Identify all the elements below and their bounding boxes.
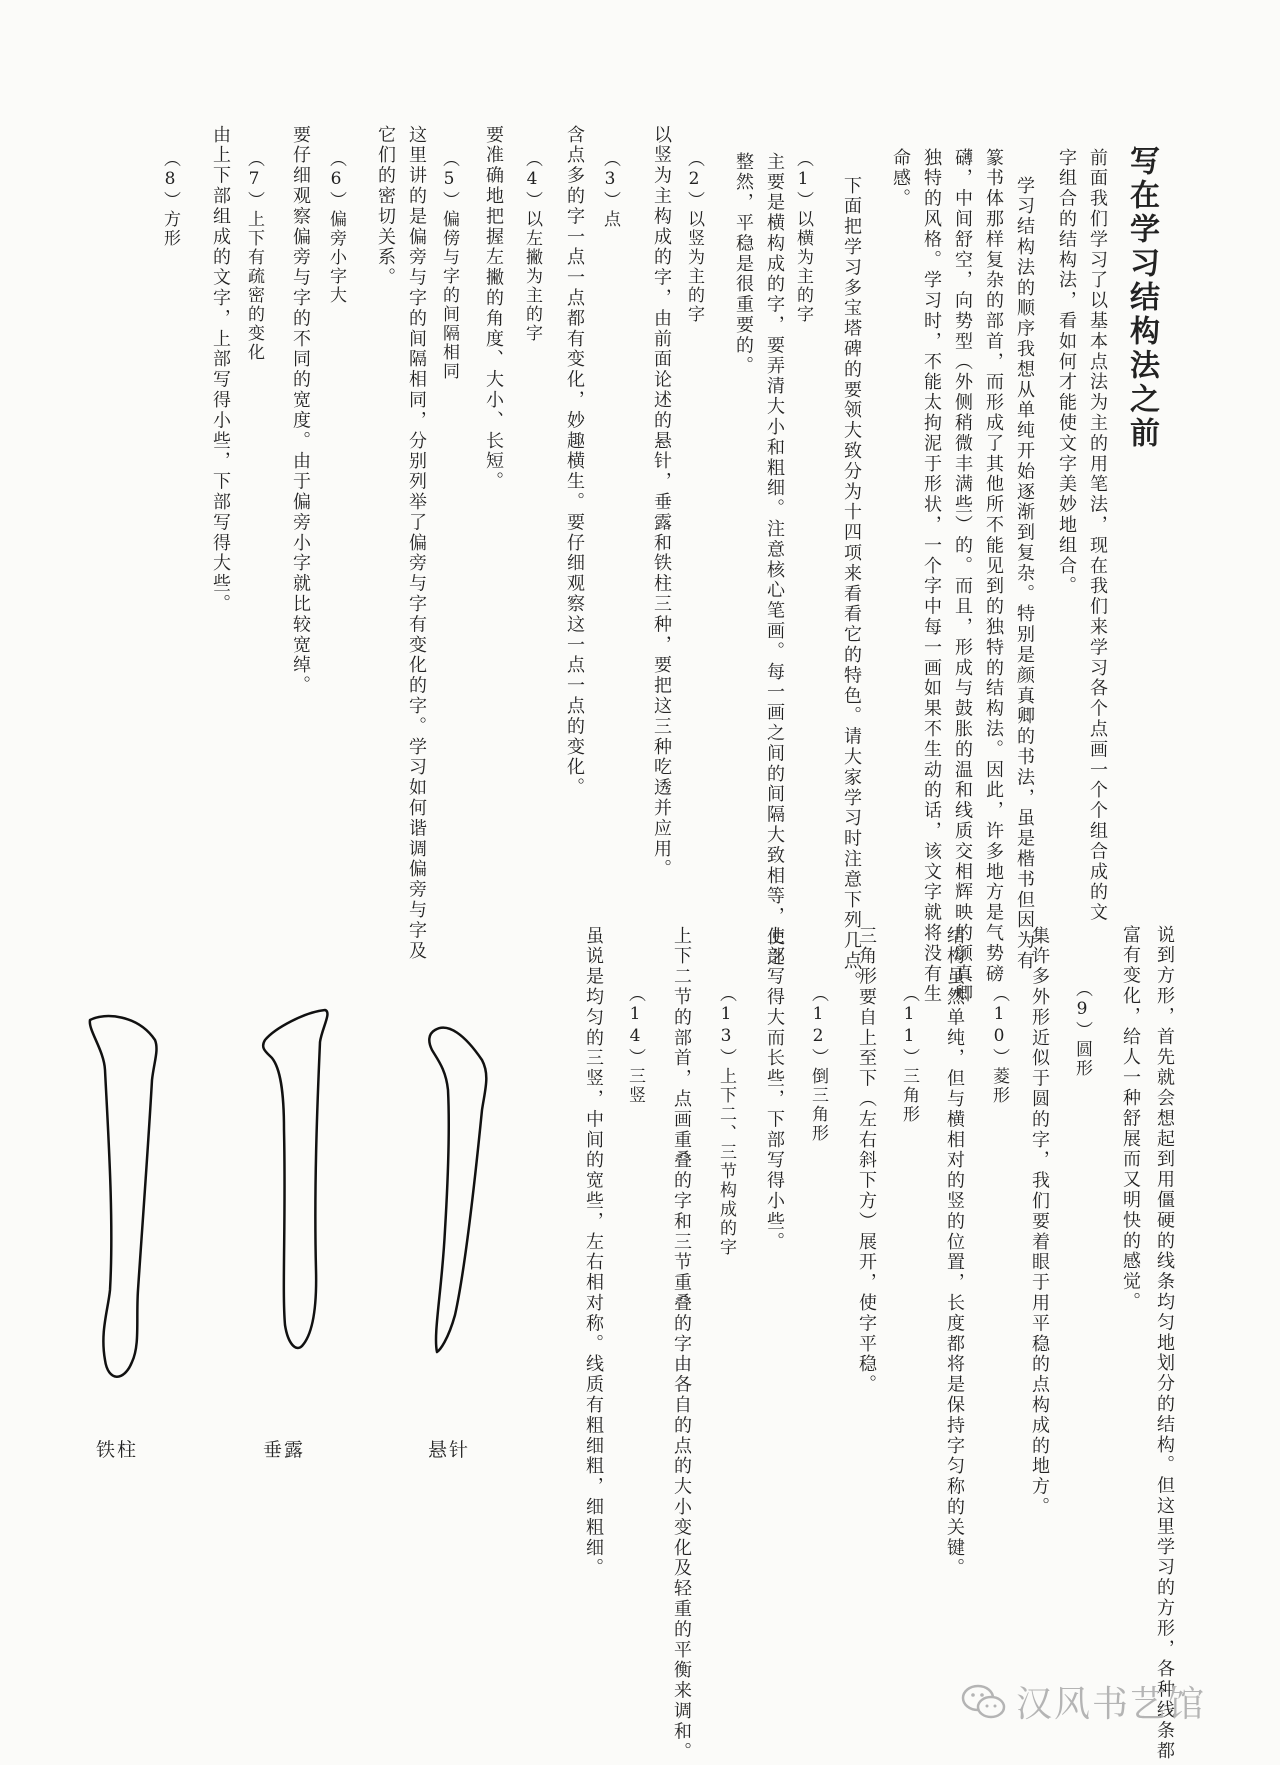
item-text: 要准确地把握左撇的角度、大小、长短。 [483,125,504,493]
item-text: 这里讲的是偏旁与字的间隔相同，分别列举了偏旁与字有变化的字。学习如何谐调偏旁与字及 [406,125,427,962]
page-title: 写在学习结构法之前 [1124,145,1159,451]
stroke-label: 垂露 [263,1439,306,1461]
item-heading: （3）点 [600,150,620,229]
tiezhu-stroke [90,1016,157,1377]
intro-line: 前面我们学习了以基本点法为主的用笔法，现在我们来学习各个点画一个个组合成的文 [1087,148,1108,924]
item-heading: （10）菱形 [989,985,1009,1105]
item-heading: （8）方形 [160,150,180,248]
item-text: 说到方形，首先就会想起到用僵硬的线条均匀地划分的结构。但这里学习的方形，各种线条都 [1154,925,1175,1762]
intro-line: 篆书体那样复杂的部首，而形成了其他所不能见到的独特的结构法。因此，许多地方是气势磅 [983,148,1004,985]
item-heading: （1）以横为主的字 [793,150,813,324]
item-heading: （11）三角形 [899,985,919,1124]
watermark [960,1676,1206,1727]
item-heading: （12）倒三角形 [808,985,828,1143]
item-heading: （6）偏旁小字大 [326,150,346,305]
item-text: 要仔细观察偏旁与字的不同的宽度。由于偏旁小字就比较宽绰。 [290,125,311,697]
item-heading: （5）偏傍与字的间隔相同 [439,150,459,381]
watermark-text: 汉风书艺馆 [1016,1684,1207,1725]
item-heading: （4）以左撇为主的字 [522,150,542,343]
item-text: 主要是横构成的字，要弄清大小和粗细。注意核心笔画。每一画之间的间隔大致相等，使之 [764,152,785,968]
item-heading: （7）上下有疏密的变化 [244,150,264,362]
item-heading: （14）三竖 [625,985,645,1105]
item-text: 富有变化，给人一种舒展而又明快的感觉。 [1120,925,1141,1313]
wechat-icon [960,1682,1008,1722]
item-text: 含点多的字一点一点都有变化，妙趣横生。要仔细观察这一点一点的变化。 [564,125,585,799]
intro-line: 命感。 [890,148,911,210]
stroke-illustrations [60,990,580,1410]
intro-line: 独特的风格。学习时，不能太拘泥于形状，一个字中每一画如果不生动的话，该文字就将没有生 [921,148,942,1005]
item-text: 整然，平稳是很重要的。 [733,152,754,377]
item-text: 三角形要自上至下（左右斜下方）展开，使字平稳。 [856,926,877,1396]
item-text: 上部写得大而长些，下部写得小些。 [764,926,785,1253]
stroke-label: 铁柱 [96,1439,139,1461]
intro-line: 下面把学习多宝塔碑的要领大致分为十四项来看看它的特色。请大家学习时注意下列几点。 [841,176,862,992]
chuilu-stroke [263,1010,327,1348]
item-text: 集许多外形近似于圆的字，我们要着眼于用平稳的点构成的地方。 [1029,926,1050,1518]
item-text: 结构虽然单纯，但与横相对的竖的位置，长度都将是保持字匀称的关键。 [944,926,965,1579]
item-text: 以竖为主构成的字，由前面论述的悬针，垂露和铁柱三种，要把这三种吃透并应用。 [651,125,672,880]
xuanzhen-stroke [429,1028,486,1352]
item-heading: （13）上下二、三节构成的字 [716,985,736,1257]
item-heading: （2）以竖为主的字 [684,150,704,324]
item-text: 它们的密切关系。 [375,125,396,289]
item-text: 虽说是均匀的三竖，中间的宽些，左右相对称。线质有粗细粗，细粗细。 [583,926,604,1579]
intro-line: 字组合的结构法，看如何才能使文字美妙地组合。 [1056,148,1077,597]
item-heading: （9）圆形 [1072,980,1092,1078]
item-text: 由上下部组成的文字，上部写得小些，下部写得大些。 [210,125,231,615]
intro-line: 学习结构法的顺序我想从单纯开始逐渐到复杂。特别是颜真卿的书法，虽是楷书但因为有 [1014,176,1035,972]
stroke-label: 悬针 [428,1439,471,1461]
intro-line: 礴，中间舒空，向势型（外侧稍微丰满些）的。而且，形成与鼓胀的温和线质交相辉映的颜真卿 [952,148,973,1005]
item-text: 上下二节的部首，点画重叠的字和三节重叠的字由各自的点的大小变化及轻重的平衡来调和。 [671,926,692,1763]
